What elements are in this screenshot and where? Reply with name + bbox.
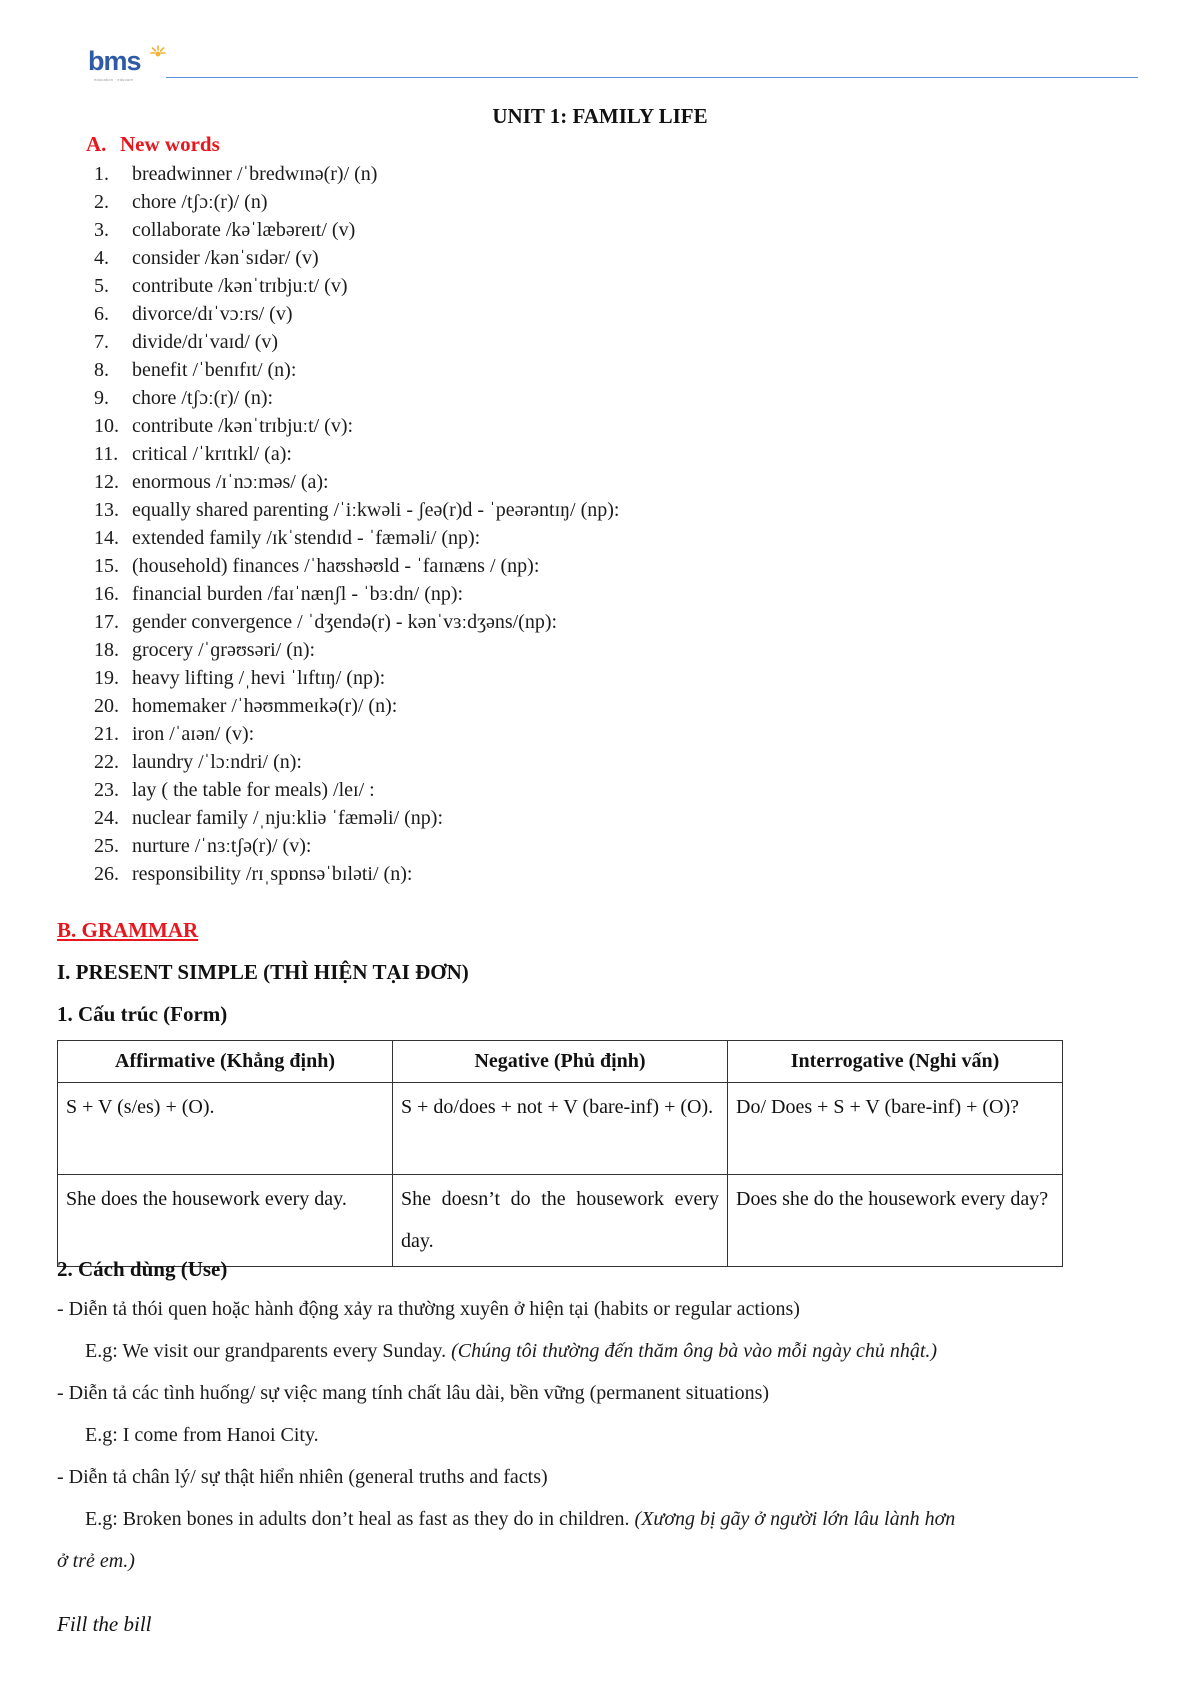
list-item-text: divide/dɪˈvaɪd/ (v) xyxy=(132,331,279,353)
list-item xyxy=(94,776,619,804)
list-item-number: 13. xyxy=(94,499,119,521)
list-item-number: 10. xyxy=(94,415,119,437)
list-item xyxy=(94,636,619,664)
list-item-text: (household) finances /ˈhaʊshəʊld - ˈfaɪnæns / (np): xyxy=(132,555,540,577)
list-item-text: chore /tʃɔː(r)/ (n): xyxy=(132,387,274,409)
table-cell: S + do/does + not + V (bare-inf) + (O). xyxy=(393,1083,728,1175)
list-item xyxy=(94,860,619,888)
list-item-text: iron /ˈaɪən/ (v): xyxy=(132,723,255,745)
list-item xyxy=(94,608,619,636)
list-item xyxy=(94,300,619,328)
list-item-number: 16. xyxy=(94,583,119,605)
list-item xyxy=(94,188,619,216)
list-item xyxy=(94,496,619,524)
form-table xyxy=(57,1040,1063,1267)
logo-text: bms xyxy=(88,46,141,76)
logo-tagline: education · educare xyxy=(94,77,134,82)
example-text: E.g: We visit our grandparents every Sunday. xyxy=(85,1340,452,1362)
list-item-number: 1. xyxy=(94,163,109,185)
list-item-text: financial burden /faɪˈnænʃl - ˈbɜːdn/ (np): xyxy=(132,583,464,605)
example-translation: (Xương bị gãy ở người lớn lâu lành hơn xyxy=(634,1508,956,1530)
list-item-text: heavy lifting /ˌhevi ˈlɪftɪŋ/ (np): xyxy=(132,667,386,689)
list-item-text: gender convergence / ˈdʒendə(r) - kənˈvɜːdʒəns/(np): xyxy=(132,611,558,633)
list-item-number: 17. xyxy=(94,611,119,633)
list-item-number: 18. xyxy=(94,639,119,661)
new-words-list xyxy=(94,160,619,888)
list-item-text: lay ( the table for meals) /leɪ/ : xyxy=(132,779,375,801)
list-item-text: contribute /kənˈtrɪbjuːt/ (v) xyxy=(132,275,348,297)
list-item xyxy=(94,272,619,300)
list-item xyxy=(94,356,619,384)
list-item-number: 26. xyxy=(94,863,119,885)
list-item-text: enormous /ɪˈnɔːməs/ (a): xyxy=(132,471,329,493)
section-a-title: New words xyxy=(120,132,220,156)
list-item-number: 19. xyxy=(94,667,119,689)
list-item xyxy=(94,328,619,356)
table-cell: She doesn’t do the housework every day. xyxy=(393,1175,728,1267)
table-row xyxy=(58,1175,1063,1267)
list-item-text: contribute /kənˈtrɪbjuːt/ (v): xyxy=(132,415,354,437)
list-item-number: 9. xyxy=(94,387,109,409)
use-item: - Diễn tả thói quen hoặc hành động xảy ra thường xuyên ở hiện tại (habits or regular actions) xyxy=(57,1298,800,1320)
list-item-text: equally shared parenting /ˈiːkwəli - ʃeə(r)d - ˈpeərəntɪŋ/ (np): xyxy=(132,499,620,521)
grammar-heading: I. PRESENT SIMPLE (THÌ HIỆN TẠI ĐƠN) xyxy=(57,960,469,984)
section-b-heading: B. GRAMMAR xyxy=(57,918,199,942)
list-item-number: 25. xyxy=(94,835,119,857)
list-item-number: 5. xyxy=(94,275,109,297)
list-item-number: 8. xyxy=(94,359,109,381)
bms-logo xyxy=(88,46,168,82)
list-item-number: 15. xyxy=(94,555,119,577)
list-item-number: 11. xyxy=(94,443,119,465)
list-item xyxy=(94,804,619,832)
section-a-label: A. xyxy=(86,132,107,156)
list-item xyxy=(94,524,619,552)
list-item-number: 4. xyxy=(94,247,109,269)
table-cell: Do/ Does + S + V (bare-inf) + (O)? xyxy=(728,1083,1063,1175)
list-item-text: extended family /ɪkˈstendɪd - ˈfæməli/ (np): xyxy=(132,527,481,549)
list-item-number: 3. xyxy=(94,219,109,241)
list-item xyxy=(94,216,619,244)
unit-title: UNIT 1: FAMILY LIFE xyxy=(492,104,708,128)
list-item-text: grocery /ˈɡrəʊsəri/ (n): xyxy=(132,639,316,661)
table-header-cell: Negative (Phủ định) xyxy=(393,1041,728,1083)
list-item xyxy=(94,720,619,748)
use-heading: 2. Cách dùng (Use) xyxy=(57,1257,228,1281)
header-rule xyxy=(166,77,1138,78)
list-item-number: 6. xyxy=(94,303,109,325)
list-item xyxy=(94,468,619,496)
example-text: E.g: Broken bones in adults don’t heal as fast as they do in children. xyxy=(85,1508,635,1530)
list-item-number: 21. xyxy=(94,723,119,745)
list-item xyxy=(94,384,619,412)
list-item-text: collaborate /kəˈlæbəreɪt/ (v) xyxy=(132,219,356,241)
list-item xyxy=(94,748,619,776)
list-item-text: consider /kənˈsɪdər/ (v) xyxy=(132,247,319,269)
list-item-text: responsibility /rɪˌspɒnsəˈbɪləti/ (n): xyxy=(132,863,413,885)
example-line: E.g: I come from Hanoi City. xyxy=(85,1424,319,1446)
list-item xyxy=(94,832,619,860)
example-translation: (Chúng tôi thường đến thăm ông bà vào mỗi ngày chủ nhật.) xyxy=(451,1340,938,1362)
list-item-number: 2. xyxy=(94,191,109,213)
table-row xyxy=(58,1083,1063,1175)
list-item-text: homemaker /ˈhəʊmmeɪkə(r)/ (n): xyxy=(132,695,398,717)
list-item-number: 7. xyxy=(94,331,109,353)
table-cell: She does the housework every day. xyxy=(58,1175,393,1267)
list-item-number: 22. xyxy=(94,751,119,773)
table-header-cell: Interrogative (Nghi vấn) xyxy=(728,1041,1063,1083)
list-item-number: 23. xyxy=(94,779,119,801)
page-header xyxy=(88,38,1138,82)
list-item xyxy=(94,412,619,440)
list-item-text: nuclear family /ˌnjuːkliə ˈfæməli/ (np): xyxy=(132,807,444,829)
footer-text: Fill the bill xyxy=(57,1612,152,1636)
list-item xyxy=(94,664,619,692)
list-item xyxy=(94,244,619,272)
list-item xyxy=(94,160,619,188)
list-item-number: 20. xyxy=(94,695,119,717)
table-header-row xyxy=(58,1041,1063,1083)
sun-icon xyxy=(150,44,166,60)
table-header-cell: Affirmative (Khẳng định) xyxy=(58,1041,393,1083)
list-item-text: chore /tʃɔː(r)/ (n) xyxy=(132,191,268,213)
list-item xyxy=(94,692,619,720)
example-translation-cont: ở trẻ em.) xyxy=(57,1550,135,1572)
list-item-number: 14. xyxy=(94,527,119,549)
list-item xyxy=(94,552,619,580)
example-line xyxy=(85,1340,937,1363)
list-item-number: 12. xyxy=(94,471,119,493)
list-item xyxy=(94,440,619,468)
list-item-text: benefit /ˈbenɪfɪt/ (n): xyxy=(132,359,297,381)
table-cell: Does she do the housework every day? xyxy=(728,1175,1063,1267)
list-item-text: breadwinner /ˈbredwɪnə(r)/ (n) xyxy=(132,163,378,185)
table-cell: S + V (s/es) + (O). xyxy=(58,1083,393,1175)
use-item: - Diễn tả chân lý/ sự thật hiển nhiên (general truths and facts) xyxy=(57,1466,548,1488)
section-a-heading xyxy=(86,132,220,157)
example-line xyxy=(85,1508,955,1531)
list-item-number: 24. xyxy=(94,807,119,829)
form-heading: 1. Cấu trúc (Form) xyxy=(57,1002,228,1026)
list-item-text: nurture /ˈnɜːtʃə(r)/ (v): xyxy=(132,835,312,857)
list-item-text: laundry /ˈlɔːndri/ (n): xyxy=(132,751,302,773)
list-item-text: critical /ˈkrɪtɪkl/ (a): xyxy=(132,443,292,465)
list-item xyxy=(94,580,619,608)
list-item-text: divorce/dɪˈvɔːrs/ (v) xyxy=(132,303,293,325)
use-item: - Diễn tả các tình huống/ sự việc mang tính chất lâu dài, bền vững (permanent situations) xyxy=(57,1382,770,1404)
